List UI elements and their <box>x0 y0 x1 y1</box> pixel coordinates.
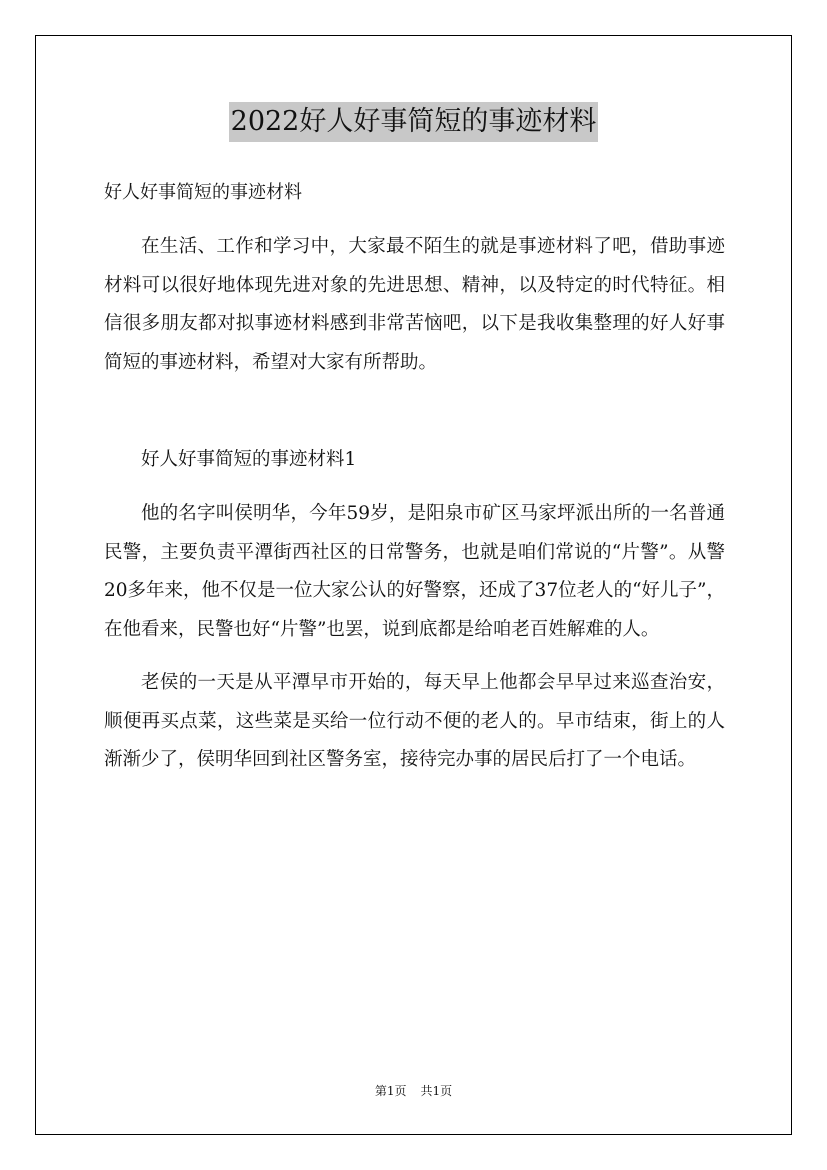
document-subtitle: 好人好事简短的事迹材料 <box>104 182 302 203</box>
body-paragraph: 他的名字叫侯明华，今年59岁，是阳泉市矿区马家坪派出所的一名普通民警，主要负责平潭街西社区的日常警务，也就是咱们常说的“片警”。从警20多年来，他不仅是一位大家公认的好警察，还成了37位老人的“好儿子”，在他看来，民警也好“片警”也罢，说到底都是给咱老百姓解难的人。 <box>104 503 725 640</box>
page-total: 共1页 <box>420 1084 453 1098</box>
title-container <box>0 102 827 142</box>
page-footer <box>0 1083 827 1099</box>
document-title: 2022好人好事简短的事迹材料 <box>229 102 599 142</box>
document-body <box>104 228 725 795</box>
page-number: 第1页 <box>374 1084 407 1098</box>
section-heading: 好人好事简短的事迹材料1 <box>141 449 357 470</box>
body-paragraph: 老侯的一天是从平潭早市开始的，每天早上他都会早早过来巡查治安，顺便再买点菜，这些菜是买给一位行动不便的老人的。早市结束，街上的人渐渐少了，侯明华回到社区警务室，接待完办事的居民后打了一个电话。 <box>104 672 725 770</box>
intro-paragraph: 在生活、工作和学习中，大家最不陌生的就是事迹材料了吧，借助事迹材料可以很好地体现先进对象的先进思想、精神，以及特定的时代特征。相信很多朋友都对拟事迹材料感到非常苦恼吧，以下是我收集整理的好人好事简短的事迹材料，希望对大家有所帮助。 <box>104 236 725 373</box>
